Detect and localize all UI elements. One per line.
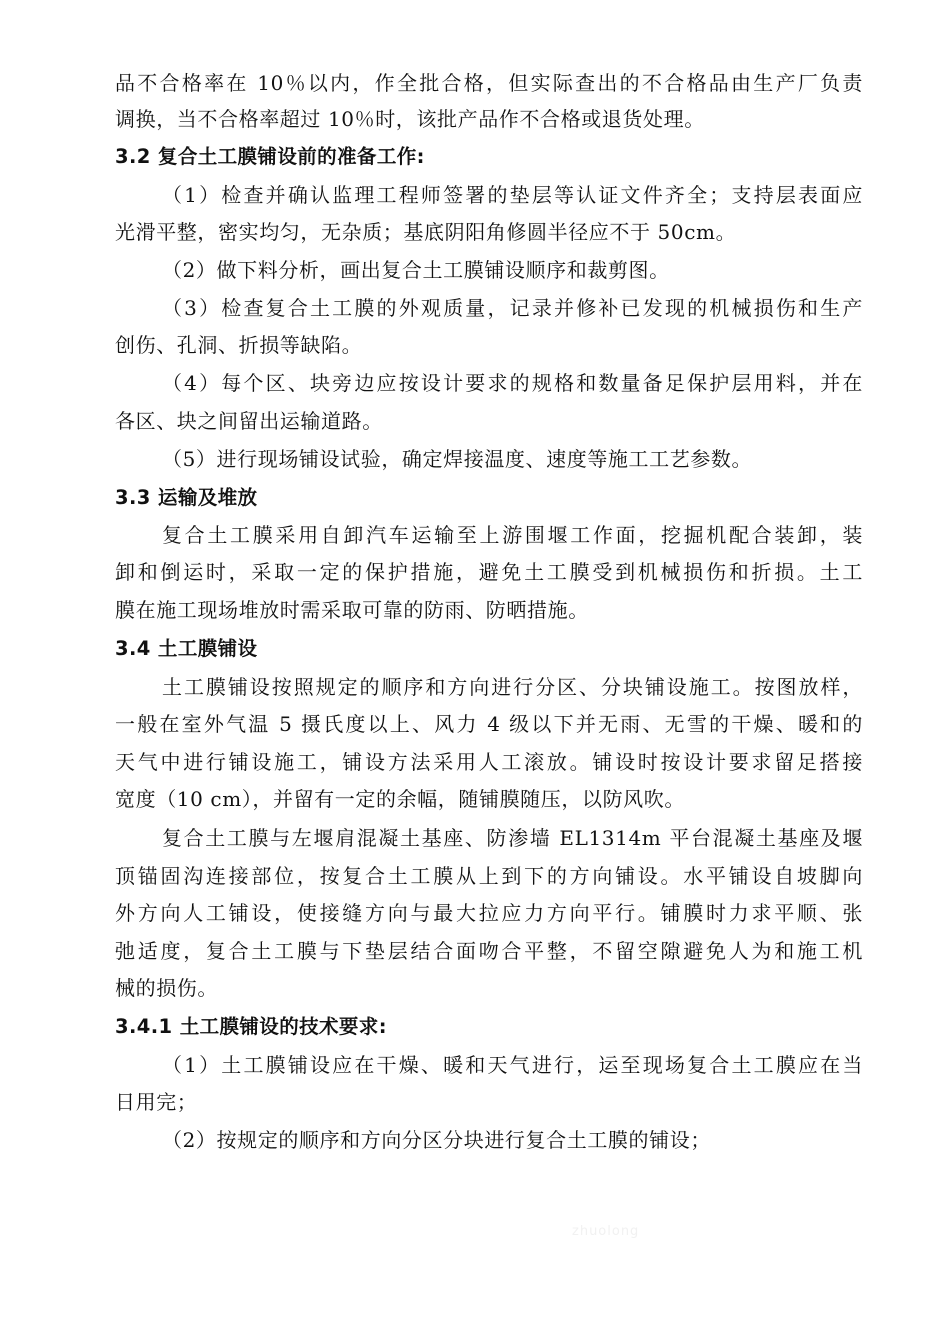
paragraph-line: 复合土工膜采用自卸汽车运输至上游围堰工作面，挖掘机配合装卸，装 (162, 523, 863, 547)
watermark-text: zhuolong (572, 1224, 640, 1239)
section-heading-3-4: 3.4 土工膜铺设 (115, 637, 258, 660)
paragraph-line: 一般在室外气温 5 摄氏度以上、风力 4 级以下并无雨、无雪的干燥、暖和的 (115, 712, 863, 736)
list-item: （1）土工膜铺设应在干燥、暖和天气进行，运至现场复合土工膜应在当 (162, 1053, 863, 1077)
list-item-continuation: 创伤、孔洞、折损等缺陷。 (115, 333, 363, 357)
paragraph-line: 卸和倒运时，采取一定的保护措施，避免土工膜受到机械损伤和折损。土工 (115, 560, 863, 584)
list-item: （3）检查复合土工膜的外观质量，记录并修补已发现的机械损伤和生产 (162, 296, 863, 320)
list-item: （1）检查并确认监理工程师签署的垫层等认证文件齐全；支持层表面应 (162, 183, 863, 207)
list-item: （4）每个区、块旁边应按设计要求的规格和数量备足保护层用料，并在 (162, 371, 863, 395)
paragraph-line: 械的损伤。 (115, 976, 218, 1000)
paragraph-line: 土工膜铺设按照规定的顺序和方向进行分区、分块铺设施工。按图放样， (162, 675, 863, 699)
paragraph-line: 顶锚固沟连接部位，按复合土工膜从上到下的方向铺设。水平铺设自坡脚向 (115, 864, 863, 888)
paragraph-line: 弛适度，复合土工膜与下垫层结合面吻合平整，不留空隙避免人为和施工机 (115, 939, 863, 963)
paragraph-line: 宽度（10 cm），并留有一定的余幅，随铺膜随压，以防风吹。 (115, 787, 685, 811)
section-heading-3-2: 3.2 复合土工膜铺设前的准备工作: (115, 145, 425, 168)
list-item: （5）进行现场铺设试验，确定焊接温度、速度等施工工艺参数。 (162, 447, 753, 471)
section-heading-3-3: 3.3 运输及堆放 (115, 486, 258, 509)
list-item: （2）按规定的顺序和方向分区分块进行复合土工膜的铺设； (162, 1128, 711, 1152)
list-item: （2）做下料分析，画出复合土工膜铺设顺序和裁剪图。 (162, 258, 670, 282)
paragraph-line: 调换，当不合格率超过 10％时，该批产品作不合格或退货处理。 (115, 107, 705, 131)
paragraph-line: 品不合格率在 10％以内，作全批合格，但实际查出的不合格品由生产厂负责 (115, 71, 863, 95)
list-item-continuation: 各区、块之间留出运输道路。 (115, 409, 383, 433)
list-item-continuation: 日用完； (115, 1090, 198, 1114)
paragraph-line: 膜在施工现场堆放时需采取可靠的防雨、防晒措施。 (115, 598, 589, 622)
list-item-continuation: 光滑平整，密实均匀，无杂质；基底阴阳角修圆半径应不于 50cm。 (115, 220, 737, 244)
paragraph-line: 外方向人工铺设，使接缝方向与最大拉应力方向平行。铺膜时力求平顺、张 (115, 901, 863, 925)
paragraph-line: 天气中进行铺设施工，铺设方法采用人工滚放。铺设时按设计要求留足搭接 (115, 750, 863, 774)
section-heading-3-4-1: 3.4.1 土工膜铺设的技术要求: (115, 1015, 387, 1038)
paragraph-line: 复合土工膜与左堰肩混凝土基座、防渗墙 EL1314m 平台混凝土基座及堰 (162, 826, 863, 850)
